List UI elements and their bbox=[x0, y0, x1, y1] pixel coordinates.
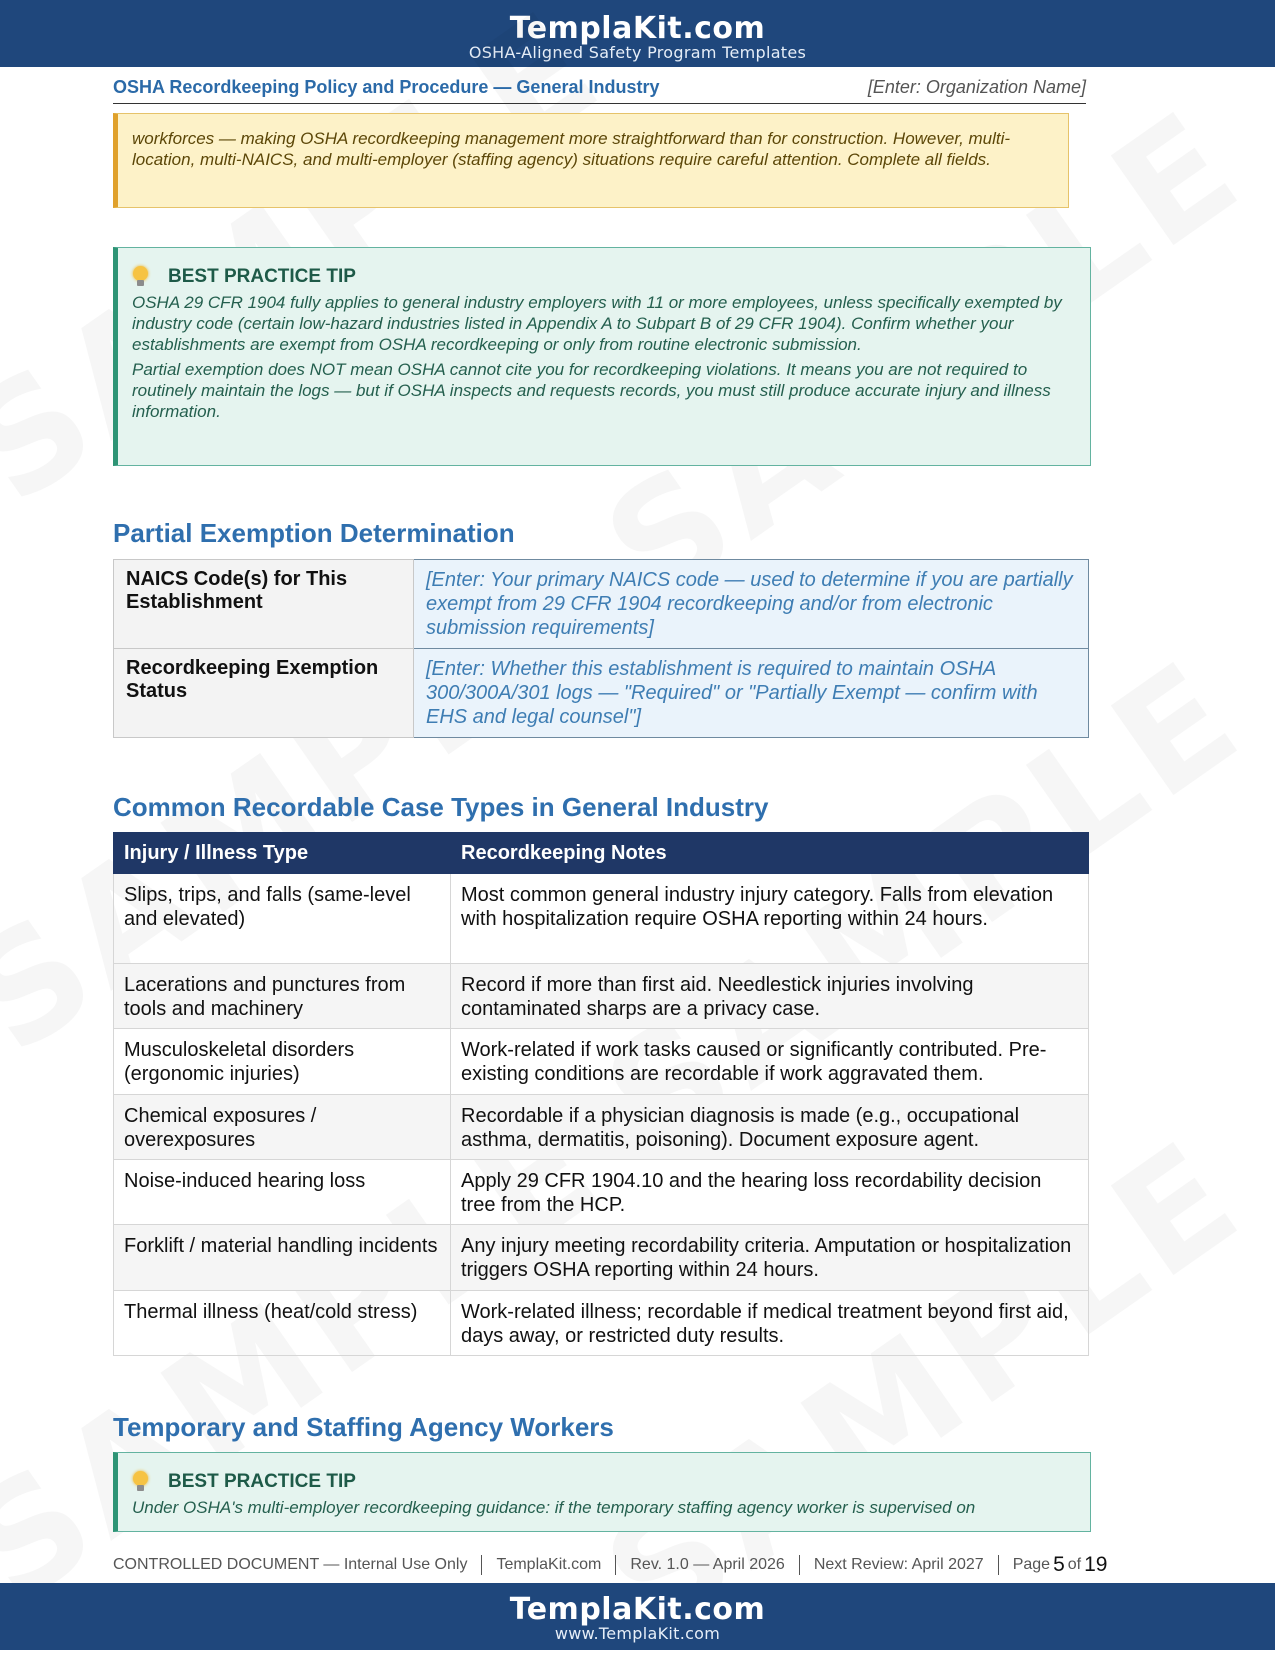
recordkeeping-notes-cell: Record if more than first aid. Needlestick injuries involving contaminated sharps are a privacy case. bbox=[451, 964, 1089, 1029]
tip-paragraph: Under OSHA's multi-employer recordkeeping guidance: if the temporary staffing agency worker is supervised on bbox=[132, 1498, 976, 1517]
column-header: Recordkeeping Notes bbox=[451, 833, 1089, 874]
page-total-number: 19 bbox=[1084, 1553, 1108, 1576]
page-current-number: 5 bbox=[1053, 1553, 1065, 1576]
page-of-label: of bbox=[1067, 1556, 1082, 1573]
injury-type-cell: Lacerations and punctures from tools and machinery bbox=[114, 964, 451, 1029]
table-row bbox=[114, 1095, 1089, 1160]
brand-logo-text: TemplaKit.com bbox=[509, 1592, 766, 1627]
document-title: OSHA Recordkeeping Policy and Procedure — General Industry bbox=[113, 77, 660, 97]
instruction-note-box bbox=[113, 113, 1069, 208]
organization-name-placeholder: [Enter: Organization Name] bbox=[867, 77, 1086, 97]
footer-divider bbox=[481, 1555, 482, 1575]
footer-divider bbox=[998, 1555, 999, 1575]
recordkeeping-notes-cell: Work-related if work tasks caused or significantly contributed. Pre-existing conditions are recordable if work aggravated them. bbox=[451, 1029, 1089, 1095]
best-practice-tip-box bbox=[113, 247, 1091, 466]
instruction-note-text: workforces — making OSHA recordkeeping management more straightforward than for construction. However, multi-location, multi-NAICS, and multi-employer (staffing agency) situations require careful attention. Complete all fields. bbox=[132, 129, 1011, 169]
footer-divider bbox=[799, 1555, 800, 1575]
section-heading-case-types: Common Recordable Case Types in General Industry bbox=[113, 792, 769, 822]
injury-type-cell: Chemical exposures / overexposures bbox=[114, 1095, 451, 1160]
lightbulb-icon bbox=[132, 1471, 148, 1493]
footer-site-name: TemplaKit.com bbox=[496, 1556, 602, 1573]
tip-paragraph: OSHA 29 CFR 1904 fully applies to general industry employers with 11 or more employees, unless specifically exempted by industry code (certain low-hazard industries listed in Appendix A to Subpart B of 29 CFR 1904). Confirm whether your establishments are exempt from OSHA recordkeeping or only from routine electronic submission. bbox=[132, 293, 1062, 354]
recordkeeping-notes-cell: Recordable if a physician diagnosis is made (e.g., occupational asthma, dermatitis, poisoning). Document exposure agent. bbox=[451, 1095, 1089, 1160]
recordkeeping-notes-cell: Any injury meeting recordability criteria. Amputation or hospitalization triggers OSHA reporting within 24 hours. bbox=[451, 1225, 1089, 1291]
table-row bbox=[114, 874, 1089, 964]
controlled-document-label: CONTROLLED DOCUMENT — Internal Use Only bbox=[113, 1556, 468, 1573]
case-types-table bbox=[113, 832, 1089, 1356]
recordkeeping-notes-cell: Apply 29 CFR 1904.10 and the hearing loss recordability decision tree from the HCP. bbox=[451, 1160, 1089, 1225]
brand-tagline: OSHA-Aligned Safety Program Templates bbox=[468, 43, 807, 62]
injury-type-cell: Musculoskeletal disorders (ergonomic injuries) bbox=[114, 1029, 451, 1095]
footer-divider bbox=[615, 1555, 616, 1575]
page-label: Page bbox=[1012, 1556, 1051, 1573]
table-header-row bbox=[114, 833, 1089, 874]
exemption-status-field[interactable]: [Enter: Whether this establishment is required to maintain OSHA 300/300A/301 logs — "Required" or "Partially Exempt — confirm with EHS and legal counsel"] bbox=[414, 649, 1089, 738]
tip-paragraph: Partial exemption does NOT mean OSHA cannot cite you for recordkeeping violations. It means you are not required to routinely maintain the logs — but if OSHA inspects and requests records, you must still produce accurate injury and illness information. bbox=[132, 360, 1051, 421]
form-row bbox=[114, 649, 1089, 738]
form-row bbox=[114, 560, 1089, 649]
injury-type-cell: Forklift / material handling incidents bbox=[114, 1225, 451, 1291]
tip-label: BEST PRACTICE TIP bbox=[168, 1471, 356, 1492]
form-field-label: NAICS Code(s) for This Establishment bbox=[114, 560, 414, 649]
naics-code-field[interactable]: [Enter: Your primary NAICS code — used to determine if you are partially exempt from 29 CFR 1904 recordkeeping and/or from electronic submission requirements] bbox=[414, 560, 1089, 649]
brand-logo-text: TemplaKit.com bbox=[509, 11, 766, 46]
top-brand-bar bbox=[0, 0, 1275, 67]
next-review-label: Next Review: April 2027 bbox=[813, 1556, 984, 1573]
table-row bbox=[114, 1160, 1089, 1225]
column-header: Injury / Illness Type bbox=[114, 833, 451, 874]
running-header bbox=[113, 77, 1086, 104]
injury-type-cell: Noise-induced hearing loss bbox=[114, 1160, 451, 1225]
table-row bbox=[114, 1029, 1089, 1095]
section-heading-staffing-workers: Temporary and Staffing Agency Workers bbox=[113, 1412, 614, 1442]
table-row bbox=[114, 964, 1089, 1029]
tip-label: BEST PRACTICE TIP bbox=[168, 266, 356, 287]
lightbulb-icon bbox=[132, 266, 148, 288]
form-field-label: Recordkeeping Exemption Status bbox=[114, 649, 414, 738]
best-practice-tip-box bbox=[113, 1452, 1091, 1532]
injury-type-cell: Slips, trips, and falls (same-level and elevated) bbox=[114, 874, 451, 964]
table-row bbox=[114, 1225, 1089, 1291]
revision-label: Rev. 1.0 — April 2026 bbox=[630, 1556, 785, 1573]
brand-website-link[interactable]: www.TemplaKit.com bbox=[554, 1624, 721, 1643]
table-row bbox=[114, 1291, 1089, 1356]
injury-type-cell: Thermal illness (heat/cold stress) bbox=[114, 1291, 451, 1356]
section-heading-partial-exemption: Partial Exemption Determination bbox=[113, 518, 515, 548]
partial-exemption-form-table bbox=[113, 559, 1089, 738]
bottom-brand-bar bbox=[0, 1583, 1275, 1650]
recordkeeping-notes-cell: Work-related illness; recordable if medical treatment beyond first aid, days away, or restricted duty results. bbox=[451, 1291, 1089, 1356]
recordkeeping-notes-cell: Most common general industry injury category. Falls from elevation with hospitalization require OSHA reporting within 24 hours. bbox=[451, 874, 1089, 964]
document-footer bbox=[113, 1552, 1163, 1578]
